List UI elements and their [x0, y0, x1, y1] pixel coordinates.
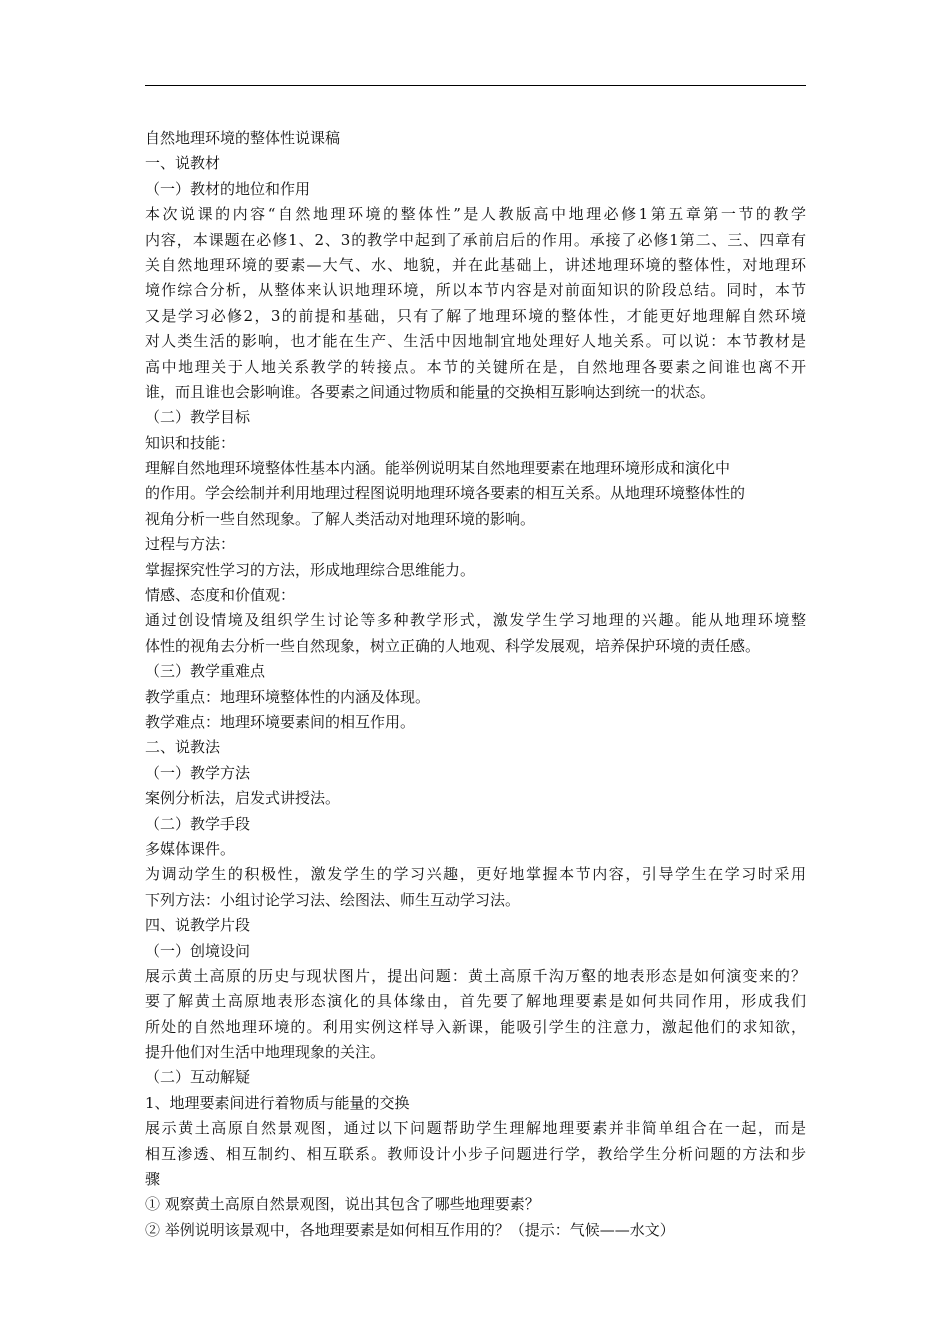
paragraph-line: 展示黄土高原自然景观图，通过以下问题帮助学生理解地理要素并非简单组合在一起，而是 [145, 1119, 806, 1138]
section-heading: 四、说教学片段 [145, 916, 251, 935]
paragraph-line: 又是学习必修2，3的前提和基础，只有了解了地理环境的整体性，才能更好地理解自然环境 [145, 306, 806, 325]
paragraph-line: 对人类生活的影响，也才能在生产、生活中因地制宜地处理好人地关系。可以说：本节教材是 [145, 332, 806, 351]
paragraph-line: 高中地理关于人地关系教学的转接点。本节的关键所在是，自然地理各要素之间谁也离不开 [145, 357, 806, 376]
label-line: 情感、态度和价值观： [145, 586, 296, 605]
paragraph-line: 展示黄土高原的历史与现状图片，提出问题：黄土高原千沟万壑的地表形态是如何演变来的？ [145, 966, 806, 985]
paragraph-line: 提升他们对生活中地理现象的关注。 [145, 1043, 386, 1062]
section-heading: 二、说教法 [145, 738, 221, 757]
paragraph-line: 内容，本课题在必修1、2、3的教学中起到了承前启后的作用。承接了必修1第二、三、四章有 [145, 230, 806, 249]
paragraph-line: 教学重点：地理环境整体性的内涵及体现。 [145, 687, 431, 706]
paragraph-line: 谁，而且谁也会影响谁。各要素之间通过物质和能量的交换相互影响达到统一的状态。 [145, 382, 716, 401]
document-body [145, 126, 820, 1243]
section-heading: 一、说教材 [145, 154, 221, 173]
paragraph-line: 关自然地理环境的要素—大气、水、地貌，并在此基础上，讲述地理环境的整体性，对地理环 [145, 255, 806, 274]
subsection-heading: （一）教学方法 [145, 763, 251, 782]
paragraph-line: 教学难点：地理环境要素间的相互作用。 [145, 712, 416, 731]
label-line: 过程与方法： [145, 535, 236, 554]
question-item: ② 举例说明该景观中，各地理要素是如何相互作用的？（提示：气候——水文） [145, 1220, 675, 1239]
subsection-heading: （一）教材的地位和作用 [145, 179, 311, 198]
label-line: 知识和技能： [145, 433, 236, 452]
subsection-heading: （一）创境设问 [145, 941, 251, 960]
document-title: 自然地理环境的整体性说课稿 [145, 129, 341, 147]
paragraph-line: 掌握探究性学习的方法，形成地理综合思维能力。 [145, 560, 476, 579]
paragraph-line: 体性的视角去分析一些自然现象，树立正确的人地观、科学发展观，培养保护环境的责任感。 [145, 636, 761, 655]
paragraph-line: 所处的自然地理环境的。利用实例这样导入新课，能吸引学生的注意力，激起他们的求知欲， [145, 1017, 806, 1036]
paragraph-line: 要了解黄土高原地表形态演化的具体缘由，首先要了解地理要素是如何共同作用，形成我们 [145, 992, 806, 1011]
subsection-heading: （二）互动解疑 [145, 1068, 251, 1087]
paragraph-line: 的作用。学会绘制并利用地理过程图说明地理环境各要素的相互关系。从地理环境整体性的 [145, 484, 746, 503]
subsection-heading: （三）教学重难点 [145, 662, 266, 681]
paragraph-line: 案例分析法，启发式讲授法。 [145, 789, 341, 808]
paragraph-line: 理解自然地理环境整体性基本内涵。能举例说明某自然地理要素在地理环境形成和演化中 [145, 459, 731, 478]
subsection-heading: （二）教学目标 [145, 408, 251, 427]
paragraph-line: 境作综合分析，从整体来认识地理环境，所以本节内容是对前面知识的阶段总结。同时，本节 [145, 281, 806, 300]
paragraph-line: 本次说课的内容“自然地理环境的整体性”是人教版高中地理必修1第五章第一节的教学 [145, 205, 806, 224]
paragraph-line: 相互渗透、相互制约、相互联系。教师设计小步子问题进行学，教给学生分析问题的方法和步 [145, 1144, 806, 1163]
paragraph-line: 通过创设情境及组织学生讨论等多种教学形式，激发学生学习地理的兴趣。能从地理环境整 [145, 611, 806, 630]
question-item: ① 观察黄土高原自然景观图，说出其包含了哪些地理要素？ [145, 1195, 540, 1214]
paragraph-line: 下列方法：小组讨论学习法、绘图法、师生互动学习法。 [145, 890, 521, 909]
paragraph-line: 为调动学生的积极性，激发学生的学习兴趣，更好地掌握本节内容，引导学生在学习时采用 [145, 865, 806, 884]
paragraph-line: 多媒体课件。 [145, 839, 236, 858]
header-rule [145, 85, 806, 86]
paragraph-line: 视角分析一些自然现象。了解人类活动对地理环境的影响。 [145, 509, 536, 528]
paragraph-line: 骤 [145, 1170, 161, 1189]
topic-heading: 1、地理要素间进行着物质与能量的交换 [145, 1093, 410, 1112]
subsection-heading: （二）教学手段 [145, 814, 251, 833]
